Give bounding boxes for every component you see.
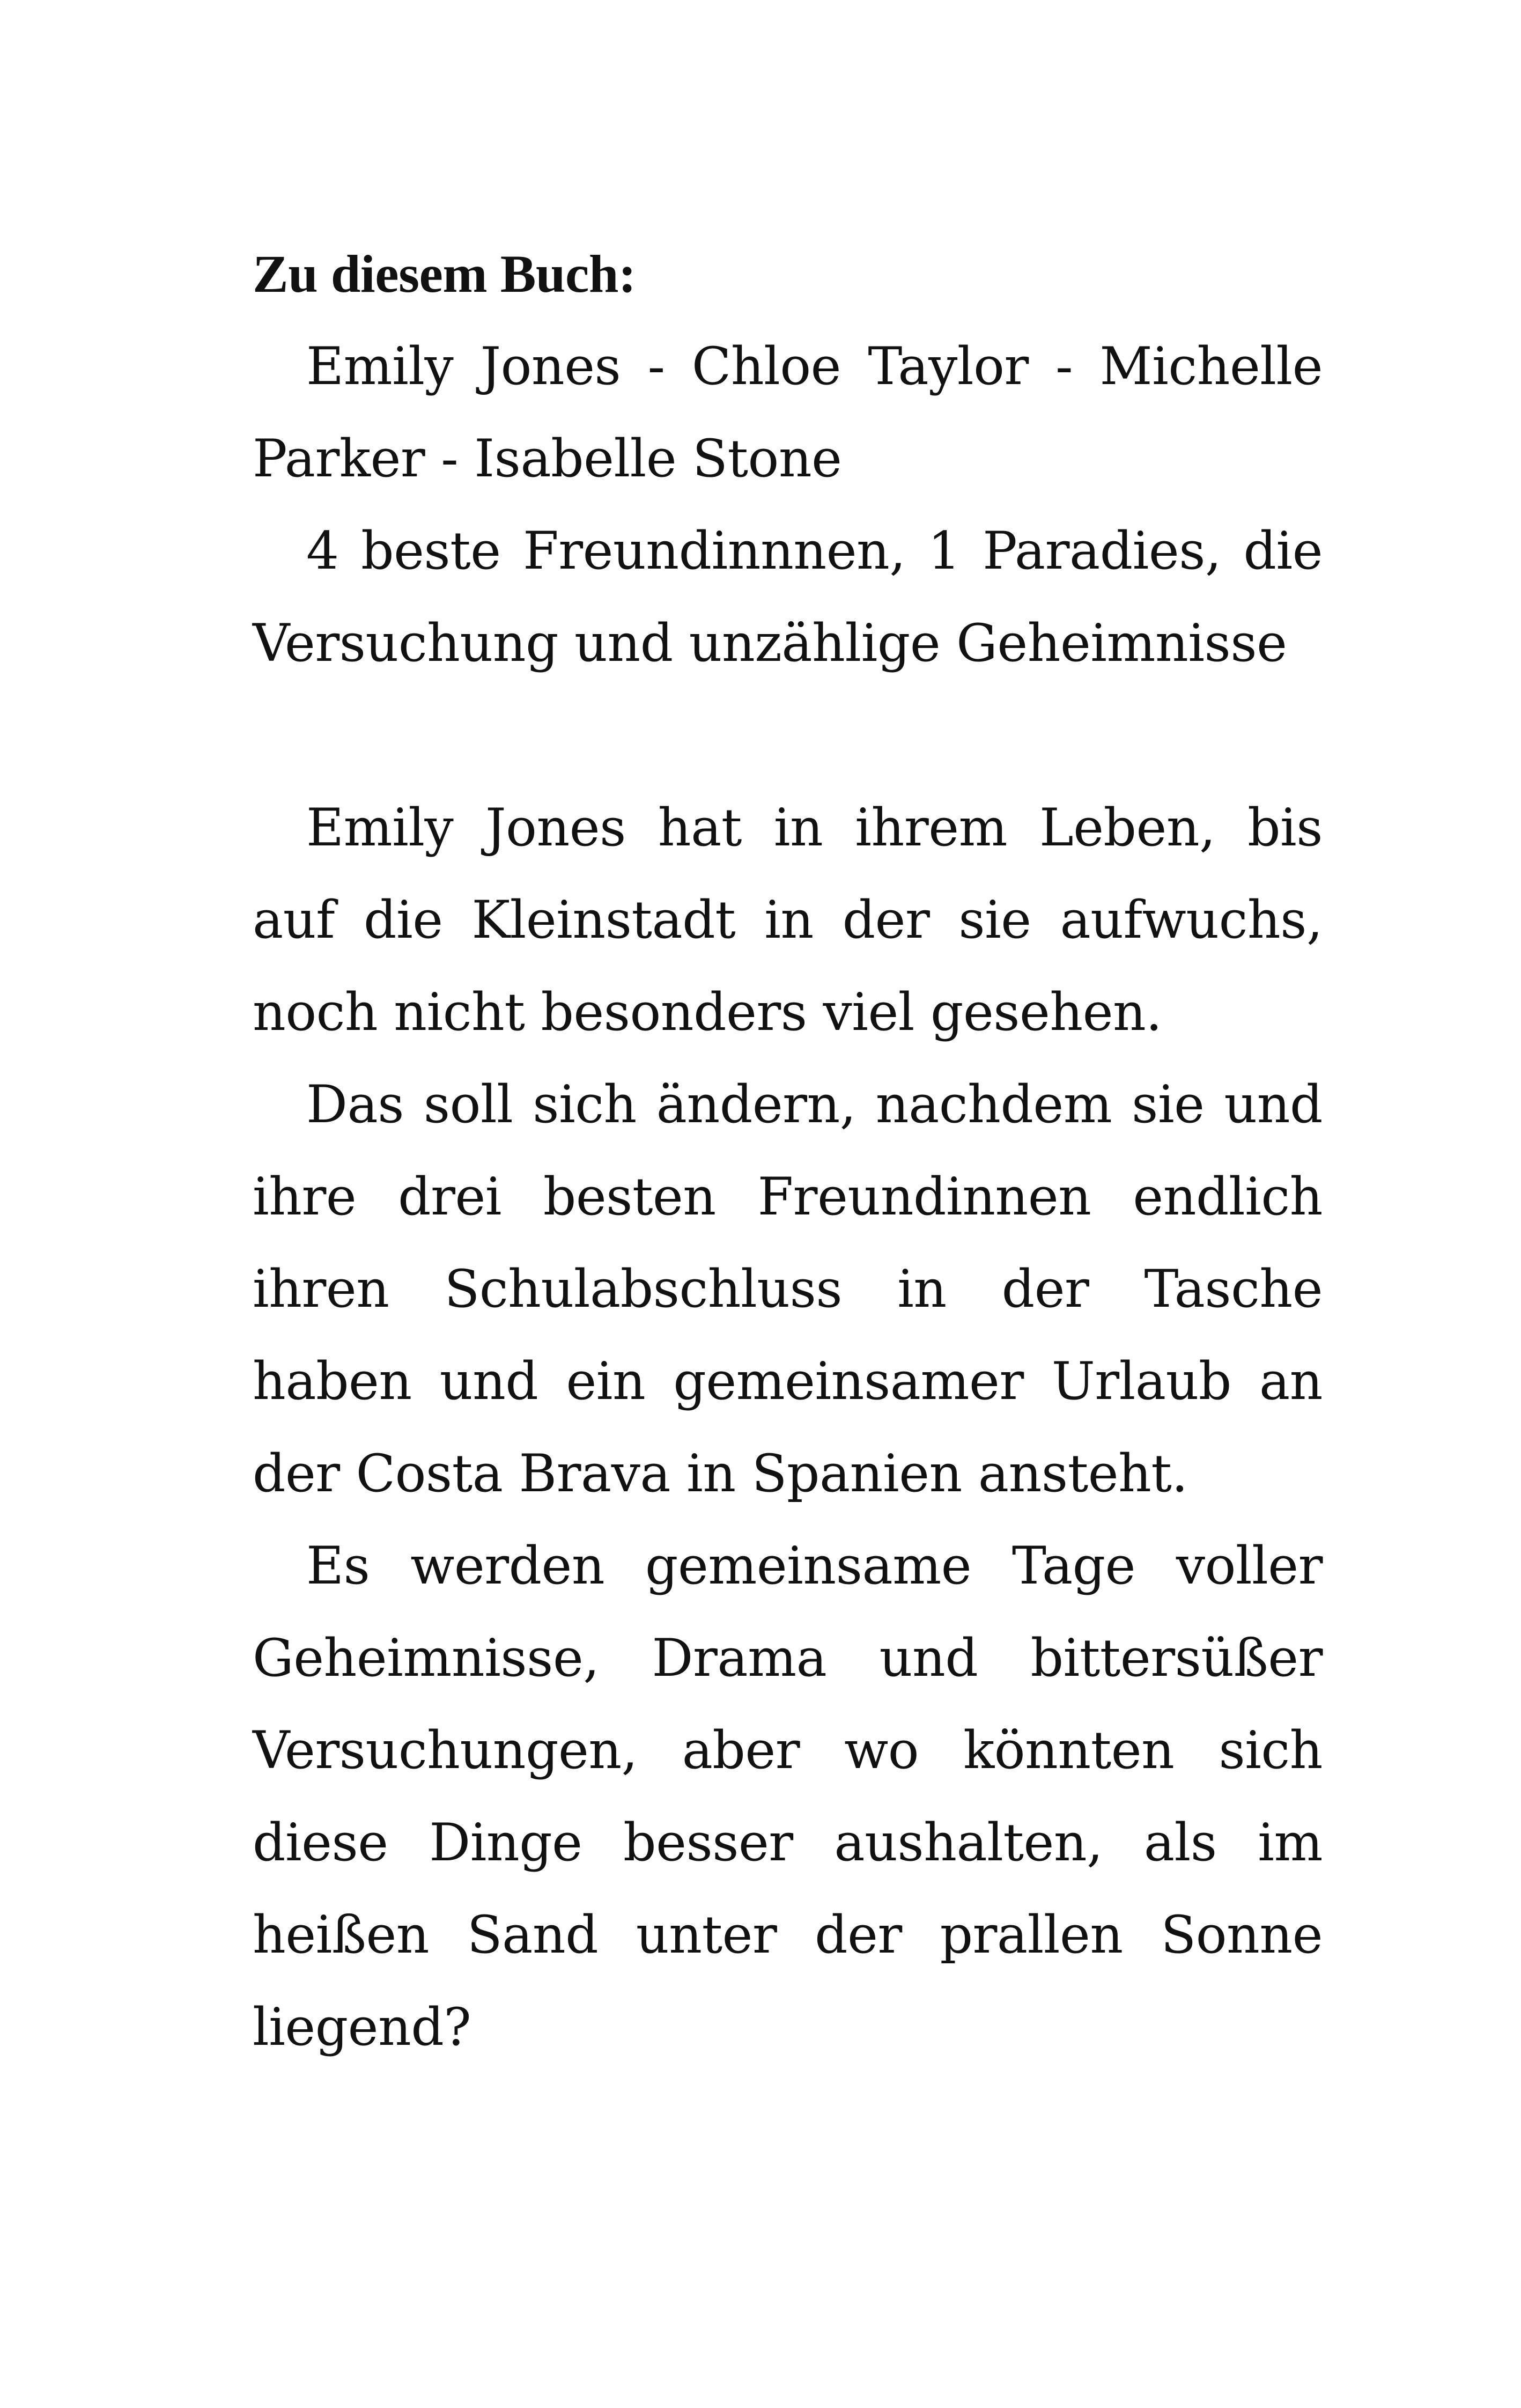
section-heading: Zu diesem Buch: bbox=[253, 244, 636, 304]
blurb-text-block bbox=[253, 228, 1323, 2073]
paragraph-1: Emily Jones hat in ihrem Leben, bis auf die Kleinstadt in der sie aufwuchs, noch nicht besonders viel gesehen. bbox=[253, 798, 1323, 1042]
character-names: Emily Jones - Chloe Taylor - Michelle Parker - Isabelle Stone bbox=[253, 336, 1323, 489]
paragraph-2: Das soll sich ändern, nachdem sie und ihre drei besten Freundinnen endlich ihren Schulabschluss in der Tasche haben und ein gemeinsamer Urlaub an der Costa Brava in Spanien ansteht. bbox=[253, 1074, 1323, 1504]
paragraph-gap bbox=[253, 689, 1323, 782]
tagline: 4 beste Freundinnnen, 1 Paradies, die Versuchung und unzählige Geheimnisse bbox=[253, 521, 1323, 673]
paragraph-3: Es werden gemeinsame Tage voller Geheimnisse, Drama und bittersüßer Versuchungen, aber wo könnten sich diese Dinge besser aushalten, als im heißen Sand unter der prallen Sonne liegend? bbox=[253, 1536, 1323, 2057]
